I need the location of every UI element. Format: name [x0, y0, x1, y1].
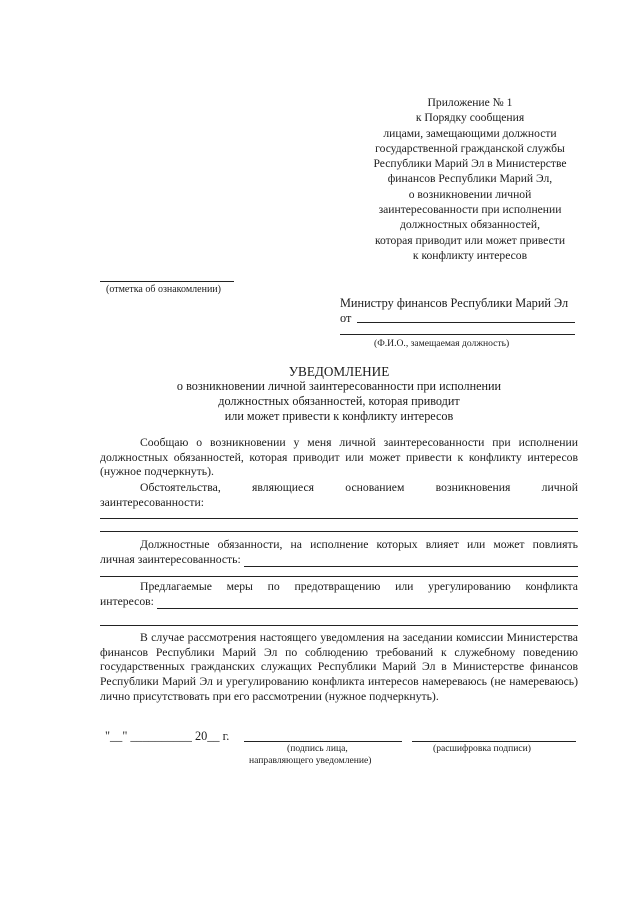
appendix-line: финансов Республики Марий Эл,: [387, 172, 553, 186]
appendix-line: Республики Марий Эл в Министерстве: [373, 157, 567, 171]
duties-fill-row: [100, 553, 578, 568]
title-line: о возникновении личной заинтересованности при исполнении: [176, 379, 502, 393]
measures-field[interactable]: [157, 597, 578, 609]
appendix-line: заинтересованности при исполнении: [378, 203, 562, 217]
signature-field[interactable]: [244, 741, 402, 742]
commission-text: В случае рассмотрения настоящего уведомления на заседании комиссии Министерства финансов Республики Марий Эл по соблюдению требований к служебному поведению государственных гражданских служащих Республики Марий Эл в Министерстве финансов Республики Марий Эл и урегулированию конфликта интересов намереваюсь (не намереваюсь) лично присутствовать при его рассмотрении (нужное подчеркнуть).: [100, 631, 578, 703]
signer-caption-2: направляющего уведомление): [249, 755, 372, 766]
measures-text-1: Предлагаемые меры по предотвращению или урегулированию конфликта: [140, 580, 578, 593]
addressee-line: Министру финансов Республики Марий Эл: [340, 296, 569, 310]
measures-field-2[interactable]: [100, 625, 578, 626]
acknowledgement-caption: (отметка об ознакомлении): [106, 284, 221, 295]
fio-caption: (Ф.И.О., замещаемая должность): [374, 338, 510, 349]
decode-caption: (расшифровка подписи): [433, 743, 531, 754]
appendix-line: Приложение № 1: [427, 96, 513, 109]
circumstances-field-1[interactable]: [100, 518, 578, 519]
appendix-line: к конфликту интересов: [412, 248, 528, 262]
appendix-line: государственной гражданской службы: [375, 141, 565, 155]
paragraph-measures: [100, 580, 578, 609]
appendix-header: [350, 95, 590, 263]
paragraph-report: [100, 436, 578, 480]
signature-decode-field[interactable]: [412, 741, 576, 742]
duties-text-2: личная заинтересованность:: [100, 552, 241, 566]
measures-text-2: интересов:: [100, 594, 154, 608]
duties-text-1: Должностные обязанности, на исполнение которых влияет или может повлиять: [140, 538, 578, 551]
document-title: [100, 364, 578, 424]
from-field-continued[interactable]: [340, 334, 575, 335]
appendix-line: о возникновении личной: [408, 187, 532, 201]
acknowledgement-blank[interactable]: [100, 281, 234, 282]
title-line: или может привести к конфликту интересов: [224, 409, 454, 423]
measures-fill-row: [100, 595, 578, 610]
title-heading: УВЕДОМЛЕНИЕ: [288, 364, 390, 379]
from-field[interactable]: [357, 322, 575, 323]
appendix-line: должностных обязанностей,: [400, 218, 540, 232]
circumstances-field-2[interactable]: [100, 531, 578, 532]
circumstances-text-1: Обстоятельства, являющиеся основанием возникновения личной: [140, 481, 578, 494]
appendix-line: лицами, замещающими должности: [383, 126, 557, 140]
circumstances-text-2: заинтересованности:: [100, 495, 204, 509]
duties-field[interactable]: [244, 555, 578, 567]
appendix-line: которая приводит или может привести: [374, 233, 566, 247]
from-label: от: [340, 311, 352, 325]
paragraph-duties: [100, 538, 578, 567]
duties-field-2[interactable]: [100, 576, 578, 577]
paragraph-commission: [100, 631, 578, 705]
date-field[interactable]: "__" __________ 20__ г.: [105, 729, 230, 743]
report-text: Сообщаю о возникновении у меня личной заинтересованности при исполнении должностных обязанностей, которая приводит или может привести к конфликту интересов (нужное подчеркнуть).: [100, 436, 578, 479]
title-line: должностных обязанностей, которая приводит: [218, 394, 460, 408]
appendix-line: к Порядку сообщения: [415, 111, 525, 125]
signer-caption-1: (подпись лица,: [287, 743, 348, 754]
paragraph-circumstances: [100, 481, 578, 510]
